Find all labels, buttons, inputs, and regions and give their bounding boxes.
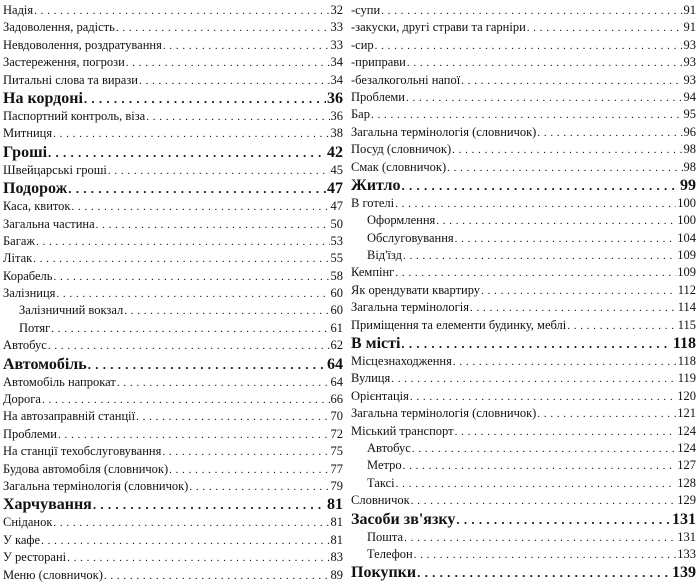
toc-entry[interactable]: [351, 317, 696, 334]
toc-entry-page: 32: [330, 3, 343, 17]
toc-entry[interactable]: [351, 106, 696, 123]
toc-entry-page: 36: [330, 108, 343, 123]
dot-leader: [447, 160, 682, 176]
toc-entry-page: 66: [330, 392, 343, 407]
toc-entry[interactable]: [3, 2, 343, 19]
toc-entry-title: На станції техобслуговування: [3, 444, 162, 459]
toc-entry-title: Загальна термінологія: [351, 300, 469, 315]
toc-entry-page: 79: [330, 478, 343, 493]
toc-entry-page: 83: [330, 550, 343, 565]
toc-entry-page: 55: [330, 251, 343, 266]
toc-entry[interactable]: [351, 2, 696, 19]
dot-leader: [51, 321, 329, 337]
toc-entry-page: 127: [677, 458, 696, 473]
toc-section-heading[interactable]: [351, 510, 696, 529]
toc-entry[interactable]: [351, 405, 696, 422]
dot-leader: [395, 196, 676, 212]
dot-leader: [48, 143, 326, 162]
toc-entry[interactable]: [3, 567, 343, 584]
toc-entry-title: Меню (словничок): [3, 567, 103, 582]
toc-entry-title: Загальна термінологія (словничок): [351, 124, 537, 139]
toc-entry[interactable]: [3, 302, 343, 319]
toc-entry[interactable]: [3, 320, 343, 337]
toc-entry-page: 58: [330, 268, 343, 283]
dot-leader: [381, 3, 682, 19]
toc-entry-title: Автобус: [367, 440, 411, 455]
toc-entry-title: Питальні слова та вирази: [3, 72, 138, 87]
toc-entry-page: 124: [677, 423, 696, 438]
dot-leader: [108, 163, 330, 179]
toc-entry-title: У кафе: [3, 532, 41, 547]
toc-entry-page: 109: [677, 265, 696, 280]
dot-leader: [414, 547, 677, 563]
dot-leader: [455, 424, 677, 440]
toc-entry[interactable]: [351, 475, 696, 492]
dot-leader: [53, 269, 329, 285]
toc-entry[interactable]: [3, 374, 343, 391]
dot-leader: [537, 125, 682, 141]
toc-entry-title: В місті: [351, 335, 401, 353]
toc-entry-page: 62: [330, 338, 343, 353]
toc-entry-title: Приміщення та елементи будинку, меблі: [351, 317, 567, 332]
dot-leader: [537, 406, 676, 422]
toc-entry[interactable]: [351, 247, 696, 264]
dot-leader: [58, 427, 330, 443]
toc-entry[interactable]: [3, 108, 343, 125]
toc-entry-page: 61: [330, 320, 343, 335]
toc-entry-page: 64: [330, 374, 343, 389]
toc-column-right: [351, 2, 696, 582]
toc-entry[interactable]: [3, 514, 343, 531]
toc-entry-title: Літак: [3, 251, 33, 266]
toc-entry[interactable]: [3, 461, 343, 478]
toc-entry-page: 129: [677, 493, 696, 508]
dot-leader: [375, 38, 683, 54]
toc-entry-title: Вулиця: [351, 371, 391, 386]
toc-entry[interactable]: [3, 54, 343, 71]
dot-leader: [371, 107, 683, 123]
dot-leader: [396, 476, 677, 492]
dot-leader: [401, 334, 671, 353]
toc-entry[interactable]: [3, 391, 343, 408]
toc-entry-page: 53: [330, 233, 343, 248]
toc-entry-page: 139: [672, 564, 696, 582]
toc-section-heading[interactable]: [351, 176, 696, 195]
toc-entry-page: 50: [330, 216, 343, 231]
dot-leader: [93, 495, 326, 514]
toc-entry[interactable]: [3, 216, 343, 233]
toc-entry[interactable]: [3, 198, 343, 215]
dot-leader: [124, 303, 329, 319]
toc-entry[interactable]: [351, 230, 696, 247]
toc-entry-page: 33: [330, 20, 343, 35]
toc-entry-title: Метро: [367, 458, 402, 473]
toc-entry-title: Потяг: [19, 320, 51, 335]
dot-leader: [42, 392, 330, 408]
toc-entry-title: Обслуговування: [367, 230, 454, 245]
toc-entry-title: Смак (словничок): [351, 159, 447, 174]
toc-entry-page: 38: [330, 126, 343, 141]
toc-entry[interactable]: [351, 353, 696, 370]
toc-entry-page: 99: [680, 176, 696, 194]
toc-entry[interactable]: [351, 546, 696, 563]
toc-entry-page: 104: [677, 230, 696, 245]
dot-leader: [139, 73, 330, 89]
toc-entry-page: 34: [330, 55, 343, 70]
toc-entry[interactable]: [3, 549, 343, 566]
dot-leader: [481, 283, 677, 299]
toc-entry[interactable]: [351, 492, 696, 509]
toc-entry-title: Паспортний контроль, віза: [3, 108, 146, 123]
toc-entry-page: 115: [677, 317, 696, 332]
toc-entry-page: 70: [330, 409, 343, 424]
toc-entry-page: 118: [677, 354, 696, 369]
toc-entry-title: Корабель: [3, 268, 53, 283]
toc-entry-title: Залізничний вокзал: [19, 303, 124, 318]
dot-leader: [189, 479, 329, 495]
toc-entry[interactable]: [3, 37, 343, 54]
toc-entry-title: Загальна термінологія (словничок): [351, 406, 537, 421]
dot-leader: [84, 89, 326, 108]
toc-entry[interactable]: [351, 388, 696, 405]
toc-entry-title: Як орендувати квартиру: [351, 282, 481, 297]
dot-leader: [67, 550, 329, 566]
dot-leader: [395, 265, 676, 281]
toc-entry-page: 81: [330, 532, 343, 547]
toc-entry-title: Багаж: [3, 233, 36, 248]
toc-entry-page: 36: [327, 89, 343, 107]
toc-entry-page: 60: [330, 286, 343, 301]
toc-entry[interactable]: [3, 408, 343, 425]
toc-entry[interactable]: [351, 195, 696, 212]
toc-entry-title: Загальна термінологія (словничок): [3, 478, 189, 493]
dot-leader: [453, 354, 677, 370]
dot-leader: [88, 355, 326, 374]
toc-entry-page: 120: [677, 388, 696, 403]
toc-entry-title: Задоволення, радість: [3, 20, 115, 35]
dot-leader: [411, 493, 677, 509]
toc-entry-page: 128: [677, 475, 696, 490]
dot-leader: [407, 55, 683, 71]
toc-entry[interactable]: [3, 250, 343, 267]
toc-section-heading[interactable]: [351, 334, 696, 353]
toc-entry-page: 124: [677, 440, 696, 455]
toc-entry-page: 114: [677, 300, 696, 315]
toc-entry-title: Залізниця: [3, 286, 56, 301]
dot-leader: [410, 389, 676, 405]
toc-entry[interactable]: [351, 457, 696, 474]
toc-entry[interactable]: [351, 19, 696, 36]
dot-leader: [162, 444, 329, 460]
toc-entry[interactable]: [3, 125, 343, 142]
toc-entry[interactable]: [351, 440, 696, 457]
dot-leader: [455, 231, 677, 247]
toc-entry[interactable]: [3, 268, 343, 285]
dot-leader: [404, 530, 676, 546]
toc-entry-title: У ресторані: [3, 550, 67, 565]
toc-entry-title: Невдоволення, роздратування: [3, 37, 162, 52]
toc-entry[interactable]: [351, 72, 696, 89]
dot-leader: [391, 371, 676, 387]
toc-entry-page: 95: [683, 107, 696, 122]
dot-leader: [436, 213, 676, 229]
dot-leader: [136, 409, 329, 425]
toc-entry-page: 100: [677, 195, 696, 210]
toc-entry-title: Харчування: [3, 496, 92, 514]
dot-leader: [126, 55, 330, 71]
dot-leader: [53, 515, 329, 531]
toc-section-heading[interactable]: [351, 563, 696, 582]
dot-leader: [104, 568, 330, 584]
dot-leader: [33, 251, 329, 267]
toc-entry-title: Бар: [351, 107, 370, 122]
toc-entry-page: 100: [677, 213, 696, 228]
toc-entry-title: Пошта: [367, 529, 404, 544]
toc-entry[interactable]: [3, 443, 343, 460]
toc-entry-page: 119: [677, 371, 696, 386]
toc-entry-title: -супи: [351, 3, 381, 17]
toc-entry[interactable]: [351, 370, 696, 387]
toc-entry[interactable]: [351, 282, 696, 299]
toc-entry-page: 109: [677, 248, 696, 263]
dot-leader: [452, 142, 682, 158]
toc-entry-page: 118: [672, 335, 696, 353]
toc-entry-page: 47: [330, 199, 343, 214]
toc-entry-page: 34: [330, 72, 343, 87]
toc-entry-page: 75: [330, 444, 343, 459]
toc-entry[interactable]: [351, 54, 696, 71]
toc-entry-title: Автомобіль напрокат: [3, 374, 116, 389]
toc-entry-title: -сир: [351, 37, 374, 52]
toc-entry[interactable]: [3, 337, 343, 354]
toc-entry-page: 91: [683, 3, 696, 17]
toc-entry[interactable]: [3, 19, 343, 36]
toc-entry-page: 93: [683, 72, 696, 87]
toc-entry[interactable]: [351, 212, 696, 229]
toc-entry[interactable]: [351, 423, 696, 440]
toc-entry-title: Засоби зв'язку: [351, 510, 456, 528]
dot-leader: [48, 338, 330, 354]
dot-leader: [470, 300, 677, 316]
toc-entry-title: Дорога: [3, 392, 41, 407]
dot-leader: [34, 3, 329, 19]
toc-entry-title: В готелі: [351, 195, 395, 210]
toc-entry-title: Таксі: [367, 475, 395, 490]
dot-leader: [53, 126, 329, 142]
toc-entry-page: 121: [677, 406, 696, 421]
toc-entry-page: 98: [683, 142, 696, 157]
toc-entry[interactable]: [351, 141, 696, 158]
dot-leader: [72, 199, 330, 215]
toc-entry-title: Загальна частина: [3, 216, 95, 231]
toc-entry-page: 81: [330, 515, 343, 530]
toc-entry-title: Посуд (словничок): [351, 142, 452, 157]
dot-leader: [41, 533, 329, 549]
toc-entry-title: Від'їзд: [367, 248, 402, 263]
dot-leader: [163, 38, 330, 54]
dot-leader: [96, 217, 330, 233]
toc-entry-title: Каса, квиток: [3, 199, 71, 214]
toc-entry-page: 77: [330, 461, 343, 476]
dot-leader: [68, 179, 326, 198]
toc-entry-title: Автомобіль: [3, 355, 87, 373]
toc-entry[interactable]: [351, 37, 696, 54]
toc-entry-title: Проблеми: [3, 426, 57, 441]
toc-entry-title: Швейцарські гроші: [3, 162, 107, 177]
toc-entry-page: 112: [677, 282, 696, 297]
toc-entry-page: 47: [327, 180, 343, 198]
toc-entry-title: Оформлення: [367, 213, 436, 228]
toc-entry[interactable]: [3, 478, 343, 495]
toc-entry-page: 64: [327, 355, 343, 373]
toc-entry[interactable]: [3, 532, 343, 549]
toc-entry-page: 94: [683, 89, 696, 104]
dot-leader: [417, 563, 671, 582]
toc-entry-page: 81: [327, 496, 343, 514]
toc-entry-page: 98: [683, 159, 696, 174]
toc-entry-title: Застереження, погрози: [3, 55, 125, 70]
toc-entry-title: Орієнтація: [351, 388, 409, 403]
dot-leader: [567, 318, 676, 334]
toc-entry-title: Гроші: [3, 143, 48, 161]
dot-leader: [56, 286, 329, 302]
dot-leader: [527, 20, 683, 36]
toc-entry-page: 131: [672, 510, 696, 528]
toc-entry-title: Словничок: [351, 493, 410, 508]
toc-section-heading[interactable]: [3, 143, 343, 162]
toc-column-left: [3, 2, 343, 584]
toc-entry-title: Покупки: [351, 564, 417, 582]
toc-entry-page: 96: [683, 124, 696, 139]
toc-entry-title: Місцезнаходження: [351, 354, 452, 369]
toc-entry-page: 131: [677, 529, 696, 544]
toc-section-heading[interactable]: [3, 179, 343, 198]
dot-leader: [403, 248, 676, 264]
toc-entry-page: 91: [683, 20, 696, 35]
toc-entry-page: 45: [330, 162, 343, 177]
dot-leader: [169, 462, 329, 478]
toc-entry-page: 33: [330, 37, 343, 52]
toc-section-heading[interactable]: [3, 495, 343, 514]
toc-entry-title: -безалкогольні напої: [351, 72, 461, 87]
toc-entry-page: 89: [330, 567, 343, 582]
toc-entry-title: Автобус: [3, 338, 47, 353]
toc-entry-title: На автозаправній станції: [3, 409, 136, 424]
toc-section-heading[interactable]: [3, 355, 343, 374]
toc-section-heading[interactable]: [3, 89, 343, 108]
toc-entry[interactable]: [351, 299, 696, 316]
toc-entry[interactable]: [3, 285, 343, 302]
dot-leader: [406, 90, 683, 106]
toc-entry-title: Проблеми: [351, 89, 405, 104]
toc-entry[interactable]: [3, 162, 343, 179]
toc-entry-page: 42: [327, 143, 343, 161]
toc-entry-title: -закуски, другі страви та гарніри: [351, 20, 526, 35]
dot-leader: [36, 234, 329, 250]
toc-entry[interactable]: [3, 72, 343, 89]
dot-leader: [401, 176, 679, 195]
toc-entry-title: -приправи: [351, 55, 406, 70]
toc-entry[interactable]: [351, 89, 696, 106]
toc-entry-page: 60: [330, 303, 343, 318]
toc-entry-page: 93: [683, 37, 696, 52]
dot-leader: [456, 510, 671, 529]
toc-entry[interactable]: [351, 529, 696, 546]
toc-entry[interactable]: [351, 159, 696, 176]
dot-leader: [146, 109, 329, 125]
toc-entry-title: Сніданок: [3, 515, 53, 530]
toc-entry-page: 72: [330, 426, 343, 441]
toc-entry-title: Будова автомобіля (словничок): [3, 461, 169, 476]
dot-leader: [403, 458, 677, 474]
toc-entry[interactable]: [3, 426, 343, 443]
dot-leader: [461, 73, 682, 89]
dot-leader: [412, 441, 676, 457]
toc-entry[interactable]: [3, 233, 343, 250]
toc-entry-title: Житло: [351, 176, 401, 194]
toc-entry-title: Міський транспорт: [351, 423, 454, 438]
toc-entry-title: На кордоні: [3, 89, 83, 107]
toc-entry-page: 93: [683, 55, 696, 70]
toc-entry[interactable]: [351, 264, 696, 281]
dot-leader: [116, 20, 330, 36]
toc-entry-page: 133: [677, 546, 696, 561]
toc-entry-title: Подорож: [3, 180, 68, 198]
toc-entry-title: Надія: [3, 3, 34, 17]
toc-entry-title: Телефон: [367, 546, 413, 561]
toc-entry-title: Кемпінг: [351, 265, 395, 280]
toc-entry-title: Митниця: [3, 126, 53, 141]
toc-entry[interactable]: [351, 124, 696, 141]
dot-leader: [117, 375, 330, 391]
